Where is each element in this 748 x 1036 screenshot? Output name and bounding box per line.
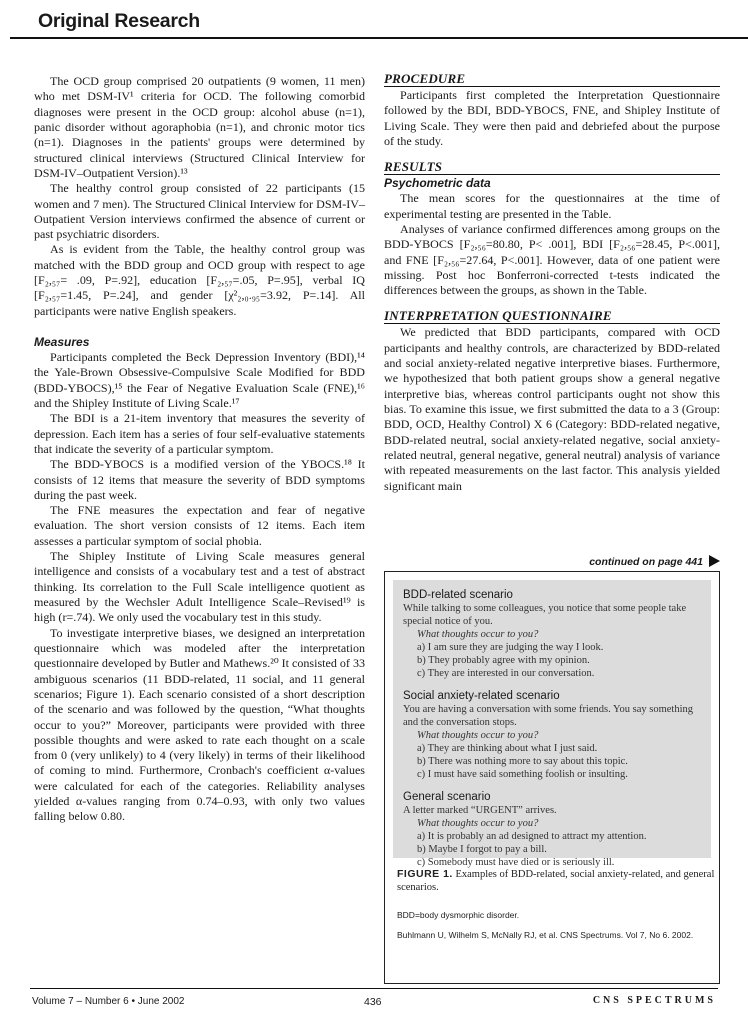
figure-abbreviation: BDD=body dysmorphic disorder. [397,910,520,920]
scenario-title: Social anxiety-related scenario [403,690,560,702]
paragraph-measures-list: Participants completed the Beck Depression Inventory (BDI),¹⁴ the Yale-Brown Obsessive-Compulsive Scale Modified for BDD (BDD-YBOCS),¹⁵ the Fear of Negative Evaluation Scale (FNE),¹⁶ and the Shipley Institute of Living Scale.¹⁷ [34,350,365,410]
arrow-right-icon [709,555,720,567]
spacer [403,680,701,689]
paragraph-matching: As is evident from the Table, the healthy control group was matched with the BDD group and OCD group with respect to age [F₂,₅₇= .09, P=.92], education [F₂,₅₇=.05, P=.95], verbal IQ [F₂,₅₇=1.45, P=.24], and gender [χ²₂,₀.₉₅=3.92, P=.14]. All participants were native English speakers. [34,242,365,318]
scenario-option: a) They are thinking about what I just said. [417,743,598,754]
spacer [403,781,701,790]
scenario-option: c) They are interested in our conversation. [417,668,595,679]
scenario-text: You are having a conversation with some friends. You say something and the conversation stops. [403,704,693,728]
psychometric-heading: Psychometric data [384,176,491,191]
scenario-text: While talking to some colleagues, you notice that some people take special notice of you. [403,603,687,627]
paragraph-fne: The FNE measures the expectation and fear of negative evaluation. The short version consists of 12 items. Each item assesses a particular symptom of social phobia. [34,503,365,548]
spacer [384,149,720,159]
scenario-title: General scenario [403,791,491,803]
figure-source: Buhlmann U, Wilhelm S, McNally RJ, et al. CNS Spectrums. Vol 7, No 6. 2002. [397,930,694,940]
paragraph-results-mean: The mean scores for the questionnaires at the time of experimental testing are presented in the Table. [384,191,720,221]
scenario-question: What thoughts occur to you? [417,730,539,741]
footer-issue: Volume 7 – Number 6 • June 2002 [32,996,185,1007]
measures-heading: Measures [34,335,90,349]
figure-1 [384,571,720,984]
scenario-option: a) I am sure they are judging the way I look. [417,642,604,653]
right-column [384,71,720,494]
scenario-question: What thoughts occur to you? [417,629,539,640]
scenario-option: a) It is probably an ad designed to attract my attention. [417,831,647,842]
paragraph-control-group: The healthy control group consisted of 22 participants (15 women and 7 men). The Structured Clinical Interview for DSM-IV–Outpatient Version interviews confirmed the absence of current or past psychiatric disorders. [34,181,365,242]
paragraph-shipley: The Shipley Institute of Living Scale measures general intelligence and consists of a vocabulary test and a test of abstract thinking. Its correlation to the Full Scale intelligence quotient as measured by the Wechsler Adult Intelligence Scale–Revised¹⁹ is high (r=.74). We only used the vocabulary test in this study. [34,549,365,625]
results-heading: RESULTS [384,159,720,175]
left-column [34,74,365,825]
page-number: 436 [364,996,382,1008]
scenario-panel [393,580,711,868]
header-divider [10,37,748,39]
figure-caption [397,868,715,894]
scenario-question: What thoughts occur to you? [417,818,539,829]
figure-caption-text: Examples of BDD-related, social anxiety-related, and general scenarios. [397,869,715,893]
continued-label: continued on page 441 [589,556,703,568]
spacer [34,319,365,335]
paragraph-bdd-ybocs: The BDD-YBOCS is a modified version of the YBOCS.¹⁸ It consists of 12 items that measure the severity of BDD symptoms during the past week. [34,457,365,502]
section-title: Original Research [38,10,200,32]
page-header [0,0,748,40]
paragraph-procedure: Participants first completed the Interpretation Questionnaire followed by the BDI, BDD-YBOCS, FNE, and Shipley Institute of Living Scale. They were then paid and debriefed about the purpose of the study. [384,88,720,148]
paragraph-results-anova: Analyses of variance confirmed differences among groups on the BDD-YBOCS [F₂,₅₆=80.80, P< .001], BDI [F₂,₅₆=28.45, P<.001], and FNE [F₂,₅₆=27.64, P<.001]. However, data of one patient were missing. Post hoc Bonferroni-corrected t-tests indicated the differences between the groups, as shown in the Table. [384,221,720,298]
journal-name: CNS SPECTRUMS [592,995,716,1006]
scenario-title: BDD-related scenario [403,589,513,601]
footer-divider [30,988,718,989]
paragraph-interpretation: We predicted that BDD participants, compared with OCD participants and healthy controls, are characterized by BDD-related and social anxiety-related negative interpretive biases. Furthermore, we hypothesized that both patient groups show a general negative interpretive bias, whereas control participants ought not show this bias. To examine this issue, we first submitted the data to a 3 (Group: BDD, OCD, Healthy Control) X 6 (Category: BDD-related negative, BDD-related neutral, social anxiety-related negative, social anxiety-related neutral, general negative, general neutral) analysis of variance with repeated measurements on the last factor. This analysis yielded significant main [384,325,720,493]
interpretation-heading: INTERPRETATION QUESTIONNAIRE [384,308,720,324]
paragraph-ocd-group: The OCD group comprised 20 outpatients (9 women, 11 men) who met DSM-IV¹ criteria for OCD. The following comorbid diagnoses were present in the OCD group: alcohol abuse (n=1), panic disorder without agoraphobia (n=1), and chronic motor tics (n=1). Diagnoses in the patients' groups were determined by structured clinical interviews (Structured Clinical Interview for DSM-IV–Outpatient Version).¹³ [34,74,365,180]
paragraph-bdi: The BDI is a 21-item inventory that measures the severity of depression. Each item has a series of four self-evaluative statements that indicate the severity of a particular symptom. [34,411,365,456]
scenario-option: b) They probably agree with my opinion. [417,655,590,666]
procedure-heading: PROCEDURE [384,71,720,87]
scenario-social [403,689,701,781]
scenario-option: c) Somebody must have died or is seriously ill. [417,857,615,868]
scenario-option: b) Maybe I forgot to pay a bill. [417,844,547,855]
continued-link[interactable] [384,555,720,568]
spacer [384,298,720,308]
scenario-option: b) There was nothing more to say about this topic. [417,756,628,767]
scenario-text: A letter marked “URGENT” arrives. [403,805,557,816]
scenario-bdd [403,588,701,680]
scenario-option: c) I must have said something foolish or insulting. [417,769,628,780]
scenario-general [403,790,701,869]
paragraph-interpretation-questionnaire: To investigate interpretive biases, we designed an interpretation questionnaire which was modeled after the interpretation questionnaire developed by Butler and Mathews.²⁰ It consisted of 33 ambiguous scenarios (11 BDD-related, 11 social, and 11 general scenarios; Figure 1). Each scenario consisted of a short description of the scenario and was followed by the question, “What thoughts occur to you?” Moreover, participants were provided with three possible thoughts and were asked to rate each thought on a scale from 0 (very unlikely) to 4 (very likely) in terms of their likelihood of coming to mind. Furthermore, Cronbach's coefficient α-values were calculated for each of the categories. Reliability analyses yielded α-values ranging from 0.74–0.93, with only two values falling below 0.80. [34,625,365,824]
figure-label: FIGURE 1. [397,868,453,880]
